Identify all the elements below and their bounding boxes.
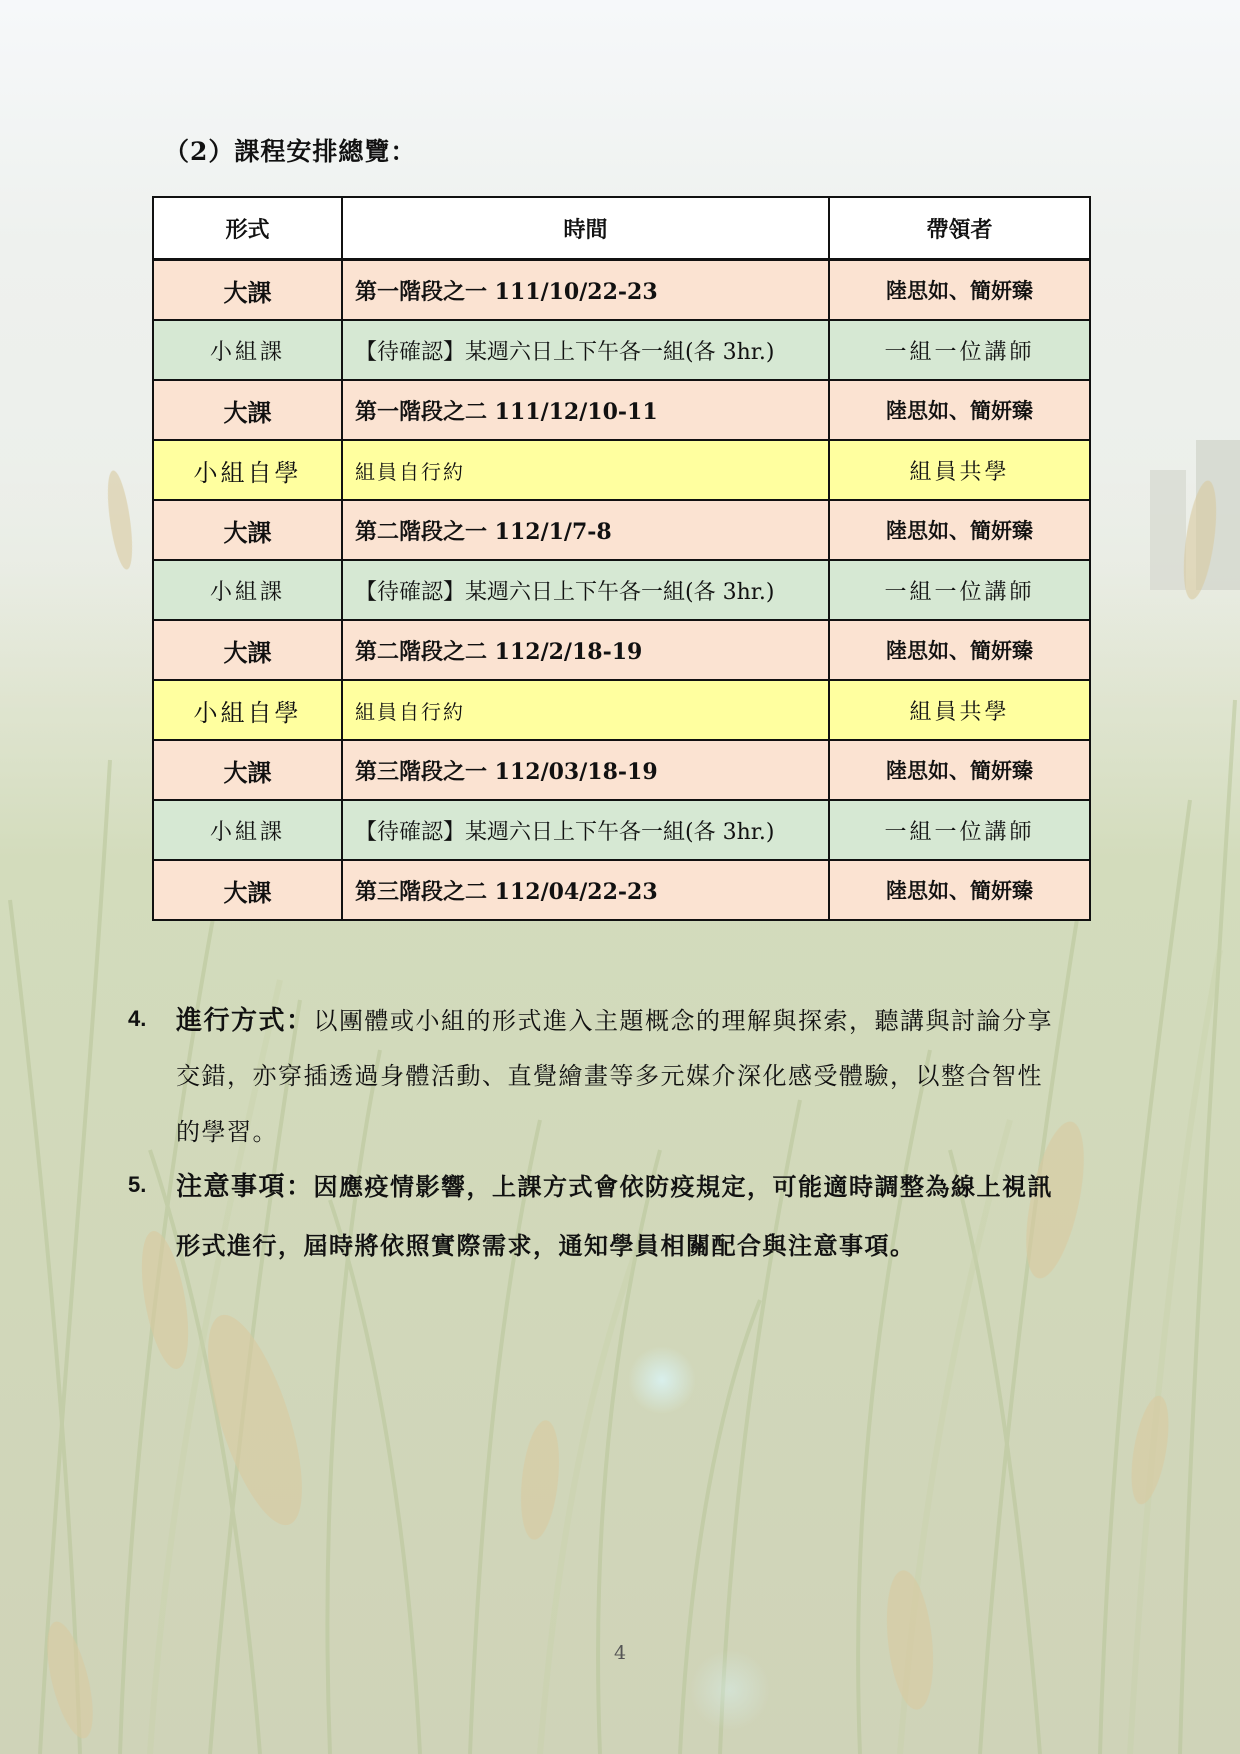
- table-row: [153, 260, 1090, 321]
- cell-leader: 陸思如、簡妍臻: [829, 380, 1090, 440]
- cell-time: 第二階段之二 112/2/18-19: [342, 620, 829, 680]
- table-row: [153, 860, 1090, 920]
- cell-leader: 組員共學: [829, 680, 1090, 740]
- cell-form: 大課: [153, 260, 342, 321]
- cell-leader: 一組一位講師: [829, 320, 1090, 380]
- cell-form: 小組自學: [153, 680, 342, 740]
- item-text: 以團體或小組的形式進入主題概念的理解與探索，聽講與討論分享: [313, 1007, 1054, 1035]
- cell-form: 小組課: [153, 320, 342, 380]
- cell-leader: 一組一位講師: [829, 560, 1090, 620]
- table-row: [153, 620, 1090, 680]
- cell-form: 小組課: [153, 800, 342, 860]
- item-label: 注意事項：: [176, 1172, 314, 1202]
- cell-leader: 陸思如、簡妍臻: [829, 620, 1090, 680]
- item-line: [176, 1000, 1053, 1037]
- table-header-row: [153, 197, 1090, 260]
- item-line: 交錯，亦穿插透過身體活動、直覺繪畫等多元媒介深化感受體驗，以整合智性: [176, 1062, 1043, 1090]
- cell-leader: 陸思如、簡妍臻: [829, 860, 1090, 920]
- table-row: [153, 680, 1090, 740]
- cell-time: 第三階段之一 112/03/18-19: [342, 740, 829, 800]
- cell-form: 大課: [153, 500, 342, 560]
- table-row: [153, 380, 1090, 440]
- cell-time: 【待確認】某週六日上下午各一組(各 3hr.): [342, 560, 829, 620]
- table-row: [153, 560, 1090, 620]
- cell-leader: 一組一位講師: [829, 800, 1090, 860]
- section-title: （2）課程安排總覽：: [164, 137, 417, 166]
- cell-time: 【待確認】某週六日上下午各一組(各 3hr.): [342, 320, 829, 380]
- item-number: 4.: [128, 1006, 147, 1031]
- cell-time: 第二階段之一 112/1/7-8: [342, 500, 829, 560]
- cell-leader: 陸思如、簡妍臻: [829, 740, 1090, 800]
- cell-form: 小組自學: [153, 440, 342, 500]
- cell-time: 組員自行約: [342, 680, 829, 740]
- cell-form: 大課: [153, 620, 342, 680]
- item-label: 進行方式：: [176, 1006, 314, 1036]
- item-number: 5.: [128, 1172, 147, 1197]
- item-line: 形式進行，屆時將依照實際需求，通知學員相關配合與注意事項。: [176, 1231, 916, 1260]
- course-schedule-table: [152, 196, 1091, 921]
- header-time: 時間: [342, 197, 829, 260]
- cell-time: 第一階段之二 111/12/10-11: [342, 380, 829, 440]
- cell-time: 第一階段之一 111/10/22-23: [342, 260, 829, 321]
- cell-time: 第三階段之二 112/04/22-23: [342, 860, 829, 920]
- cell-form: 大課: [153, 860, 342, 920]
- table-row: [153, 320, 1090, 380]
- cell-leader: 組員共學: [829, 440, 1090, 500]
- cell-time: 組員自行約: [342, 440, 829, 500]
- cell-form: 大課: [153, 740, 342, 800]
- header-form: 形式: [153, 197, 342, 260]
- item-line: [176, 1166, 1053, 1203]
- list-item-method: [128, 1000, 1108, 1150]
- cell-form: 大課: [153, 380, 342, 440]
- table-row: [153, 740, 1090, 800]
- item-text: 因應疫情影響，上課方式會依防疫規定，可能適時調整為線上視訊: [313, 1172, 1054, 1201]
- table-row: [153, 800, 1090, 860]
- cell-form: 小組課: [153, 560, 342, 620]
- cell-leader: 陸思如、簡妍臻: [829, 260, 1090, 321]
- header-leader: 帶領者: [829, 197, 1090, 260]
- table-row: [153, 500, 1090, 560]
- page-number: 4: [613, 1642, 627, 1664]
- table-row: [153, 440, 1090, 500]
- cell-leader: 陸思如、簡妍臻: [829, 500, 1090, 560]
- cell-time: 【待確認】某週六日上下午各一組(各 3hr.): [342, 800, 829, 860]
- list-item-notes: [128, 1166, 1108, 1276]
- item-line: 的學習。: [176, 1118, 278, 1146]
